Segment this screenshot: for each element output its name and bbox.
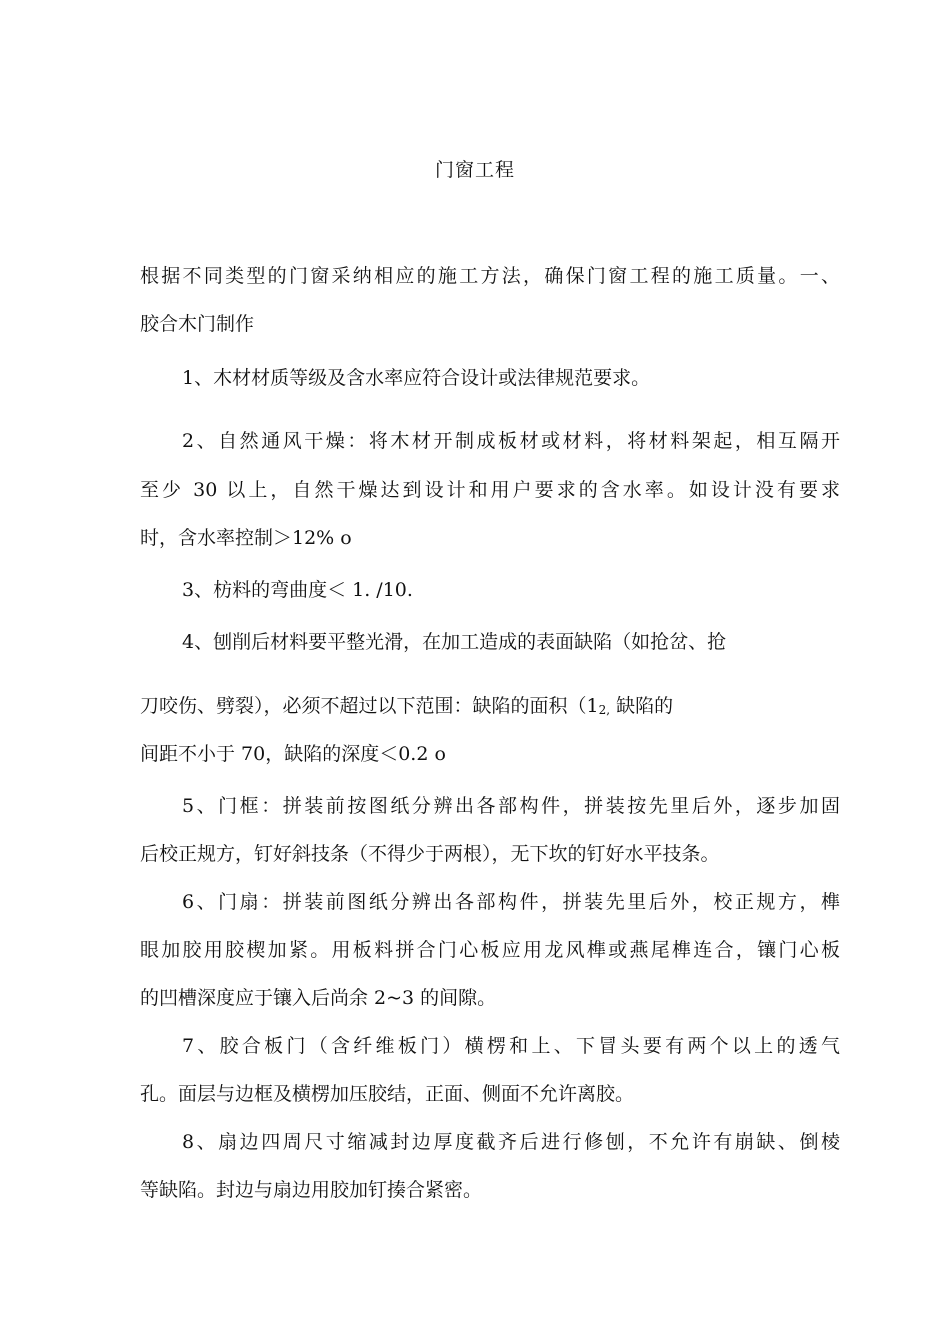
intro-line-1: 根据不同类型的门窗采纳相应的施工方法，确保门窗工程的施工质量。一、 bbox=[140, 265, 840, 287]
intro-line-2: 胶合木门制作 bbox=[140, 313, 255, 335]
item-2-line-3: 时，含水率控制＞12% o bbox=[140, 527, 352, 549]
item-8-line-2: 等缺陷。封边与扇边用胶加钉揍合紧密。 bbox=[140, 1179, 483, 1201]
item-4-line-1: 4、刨削后材料要平整光滑，在加工造成的表面缺陷（如抢岔、抢 bbox=[182, 631, 727, 653]
item-4-line-2-subscript: 2, bbox=[598, 703, 611, 717]
item-4-line-2-before: 刀咬伤、劈裂），必须不超过以下范围：缺陷的面积（1 bbox=[140, 695, 599, 717]
item-6-line-3: 的凹槽深度应于镶入后尚余 2~3 的间隙。 bbox=[140, 987, 497, 1009]
item-2-line-1: 2、自然通风干燥：将木材开制成板材或材料，将材料架起，相互隔开 bbox=[182, 430, 840, 452]
item-4-line-3: 间距不小于 70，缺陷的深度＜0.2 o bbox=[140, 743, 446, 765]
item-8-line-1: 8、扇边四周尺寸缩减封边厚度截齐后进行修刨，不允许有崩缺、倒棱 bbox=[182, 1131, 840, 1153]
item-5-line-1: 5、门框：拼装前按图纸分辨出各部构件，拼装按先里后外，逐步加固 bbox=[182, 795, 840, 817]
item-7-line-2: 孔。面层与边框及横楞加压胶结，正面、侧面不允许离胶。 bbox=[140, 1083, 635, 1105]
item-7-line-1: 7、胶合板门（含纤维板门）横楞和上、下冒头要有两个以上的透气 bbox=[182, 1035, 840, 1057]
item-3-line-1: 3、枋料的弯曲度＜ 1. /10. bbox=[182, 579, 413, 601]
item-2-line-2: 至少 30 以上，自然干燥达到设计和用户要求的含水率。如设计没有要求 bbox=[140, 479, 840, 501]
item-6-line-1: 6、门扇：拼装前图纸分辨出各部构件，拼装先里后外，校正规方，榫 bbox=[182, 891, 840, 913]
item-4-line-2 bbox=[140, 692, 840, 720]
item-4-line-2-after: 缺陷的 bbox=[610, 695, 674, 717]
item-5-line-2: 后校正规方，钉好斜技条（不得少于两根），无下坎的钉好水平技条。 bbox=[140, 843, 720, 865]
item-1-line-1: 1、木材材质等级及含水率应符合设计或法律规范要求。 bbox=[182, 367, 651, 389]
item-6-line-2: 眼加胶用胶楔加紧。用板料拼合门心板应用龙风榫或燕尾榫连合，镶门心板 bbox=[140, 939, 840, 961]
document-title: 门窗工程 bbox=[434, 159, 515, 181]
